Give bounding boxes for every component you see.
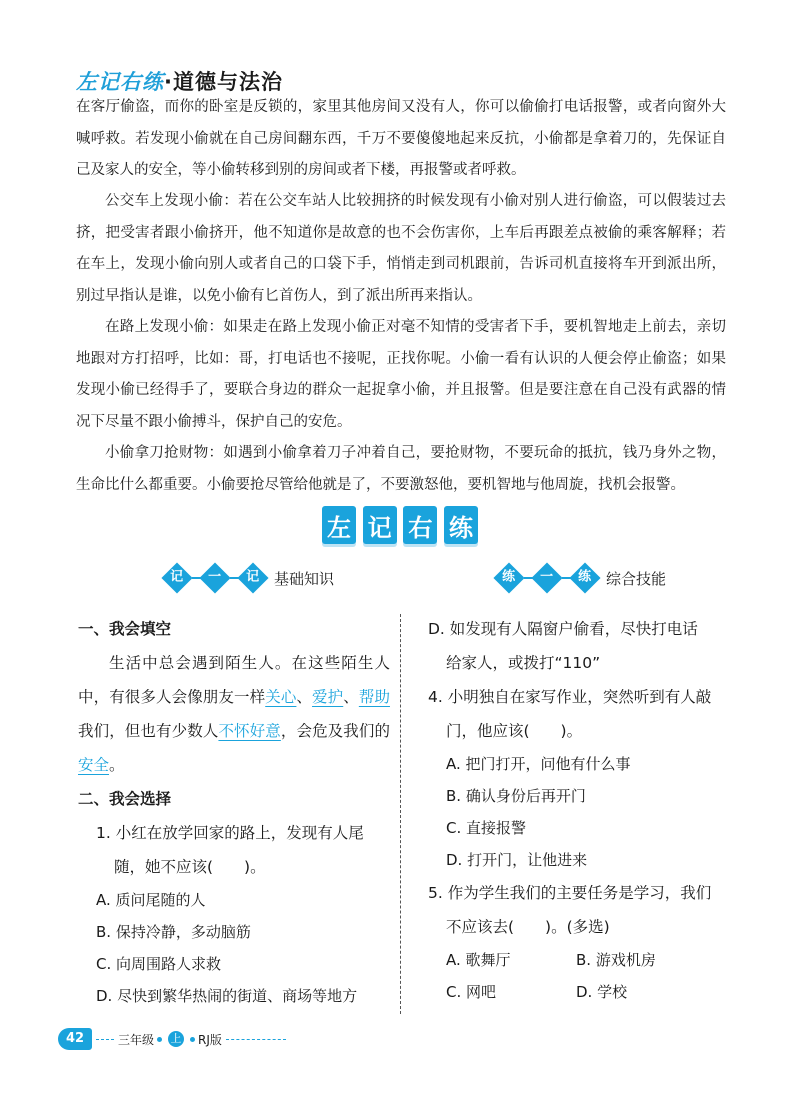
page-footer [58, 1026, 286, 1052]
paragraph-home-theft: 在客厅偷盗，而你的卧室是反锁的，家里其他房间又没有人，你可以偷偷打电话报警，或者向窗外大喊呼救。若发现小偷就在自己房间翻东西，千万不要傻傻地起来反抗，小偷都是拿着刀的，先保证自己及家人的安全，等小偷转移到别的房间或者下楼，再报警或者呼救。 [76, 99, 726, 178]
banner-char: 记 [363, 506, 397, 544]
question-5-option: C. 网吧 [446, 983, 497, 1001]
grade-label: 三年级 [118, 1032, 155, 1047]
question-1-option: A. 质问尾随的人 [96, 891, 206, 909]
title-chip: 练 [493, 562, 524, 593]
banner-char: 右 [403, 506, 437, 544]
paragraph-knife-theft: 小偷拿刀抢财物：如遇到小偷拿着刀子冲着自己，要抢财物，不要玩命的抵抗，钱乃身外之物，生命比什么都重要。小偷要抢尽管给他就是了，不要激怒他，要机智地与他周旋，找机会报警。 [76, 445, 726, 493]
question-4-option: D. 打开门，让他进来 [446, 851, 588, 869]
answer-blank: 爱护 [312, 688, 344, 706]
column-divider [400, 614, 401, 1014]
edition-label: RJ版 [198, 1032, 222, 1047]
fill-in-text: 生活中总会遇到陌生人。在这些陌生人中，有很多人会像朋友一样关心、爱护、帮助我们，但也有少数人不怀好意，会危及我们的安全。 [78, 654, 390, 774]
question-1-option: C. 向周围路人求救 [96, 955, 222, 973]
question-5-option: A. 歌舞厅 [446, 951, 511, 969]
title-chip: 一 [531, 562, 562, 593]
banner-char: 练 [444, 506, 478, 544]
paragraph-bus-theft: 公交车上发现小偷：若在公交车站人比较拥挤的时候发现有小偷对别人进行偷盗，可以假装过去挤，把受害者跟小偷挤开，他不知道你是故意的也不会伤害你，上车后再跟差点被偷的乘客解释；若在车上，发现小偷向别人或者自己的口袋下手，悄悄走到司机跟前，告诉司机直接将车开到派出所，别过早指认是谁，以免小偷有匕首伤人，到了派出所再来指认。 [76, 193, 726, 304]
question-1-option: B. 保持冷静，多动脑筋 [96, 923, 251, 941]
skills-title [498, 564, 666, 592]
series-title: 左记右练 [76, 70, 164, 94]
page-number: 42 [58, 1028, 92, 1050]
section-label: 基础知识 [274, 569, 335, 588]
question-4-option: C. 直接报警 [446, 819, 527, 837]
question-5-option: D. 学校 [576, 983, 628, 1001]
question-5: 5. 作为学生我们的主要任务是学习，我们 不应该去( )。(多选) [428, 884, 712, 936]
question-4-option: A. 把门打开，问他有什么事 [446, 755, 631, 773]
section-label: 综合技能 [606, 569, 667, 588]
answer-blank: 安全 [78, 756, 110, 774]
title-chip: 练 [569, 562, 600, 593]
answer-blank: 不怀好意 [218, 722, 281, 740]
answer-blank: 关心 [265, 688, 297, 706]
question-3-option-d: D. 如发现有人隔窗户偷看，尽快打电话 给家人，或拨打“110” [428, 620, 698, 672]
question-4-option: B. 确认身份后再开门 [446, 787, 586, 805]
question-1-option: D. 尽快到繁华热闹的街道、商场等地方 [96, 987, 358, 1005]
left-column [78, 612, 390, 1012]
question-4: 4. 小明独自在家写作业，突然听到有人敲 门，他应该( )。 [428, 688, 712, 740]
banner-char: 左 [322, 506, 356, 544]
question-1: 1. 小红在放学回家的路上，发现有人尾 随，她不应该( )。 [96, 824, 364, 876]
basic-knowledge-title [166, 564, 334, 592]
section-banner [322, 506, 478, 546]
fill-in-heading: 一、我会填空 [78, 620, 172, 638]
choice-heading: 二、我会选择 [78, 790, 172, 808]
answer-blank: 帮助 [358, 688, 390, 706]
question-5-option: B. 游戏机房 [576, 951, 656, 969]
title-chip: 一 [199, 562, 230, 593]
question-5-options [428, 944, 728, 976]
subject-title: 道德与法治 [172, 70, 283, 94]
paragraph-street-theft: 在路上发现小偷：如果走在路上发现小偷正对毫不知情的受害者下手，要机智地走上前去，亲切地跟对方打招呼，比如：哥，打电话也不接呢，正找你呢。小偷一看有认识的人便会停止偷盗；如果发现小偷已经得手了，要联合身边的群众一起捉拿小偷，并且报警。但是要注意在自己没有武器的情况下尽量不跟小偷搏斗，保护自己的安危。 [76, 319, 726, 430]
term-badge: 上 [168, 1031, 184, 1047]
right-column [428, 612, 728, 1008]
header-dot: · [164, 70, 173, 94]
title-chip: 记 [237, 562, 268, 593]
title-chip: 记 [161, 562, 192, 593]
question-5-options [428, 976, 728, 1008]
